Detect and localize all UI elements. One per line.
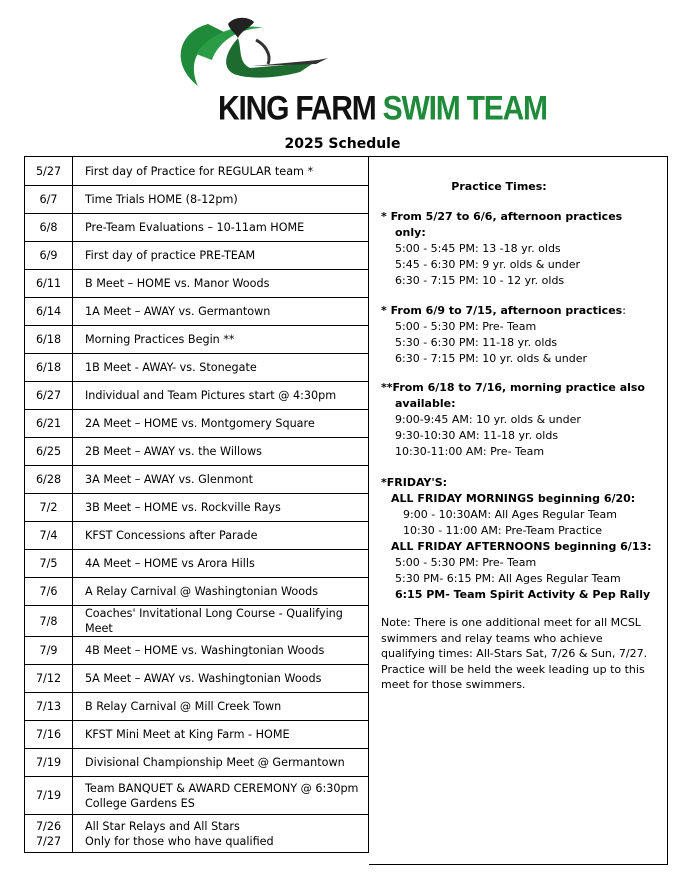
schedule-row [25,693,369,721]
date-text: 7/2 [39,501,58,514]
date-text: 7/12 [35,672,62,685]
schedule-event [73,637,369,665]
date-text: 7/19 [35,756,62,769]
date-text: 6/7 [39,193,58,206]
section-heading: * From 5/27 to 6/6, afternoon practices [381,210,623,223]
practice-line: 5:30 PM- 6:15 PM: All Ages Regular Team [395,572,621,585]
event-text: 2A Meet – HOME vs. Montgomery Square [85,417,315,430]
logo-wordmark [218,89,547,128]
schedule-date [25,466,73,494]
schedule-body [25,157,369,853]
event-text: KFST Concessions after Parade [85,529,258,542]
schedule-event [73,214,369,242]
schedule-row [25,815,369,853]
practice-section-3 [381,380,645,460]
date-text: 7/27 [35,834,62,848]
section-heading: ALL FRIDAY MORNINGS beginning 6/20: [391,492,636,505]
schedule-date [25,298,73,326]
schedule-date [25,354,73,382]
practice-line: 6:30 - 7:15 PM: 10 - 12 yr. olds [395,274,565,287]
section-heading: ALL FRIDAY AFTERNOONS beginning 6/13: [391,540,652,553]
team-logo [168,14,547,128]
section-heading: * From 6/9 to 7/15, afternoon practices [381,304,623,317]
date-text: 6/18 [35,333,62,346]
date-text: 6/21 [35,417,62,430]
date-text: 7/19 [35,789,62,802]
schedule-row [25,270,369,298]
schedule-row [25,242,369,270]
date-text: 7/4 [39,529,58,542]
event-text: B Meet – HOME vs. Manor Woods [85,277,270,290]
schedule-event [73,186,369,214]
practice-line: 5:00 - 5:45 PM: 13 -18 yr. olds [395,242,561,255]
date-text: 6/9 [39,249,58,262]
date-text: 7/8 [39,614,58,628]
schedule-row [25,382,369,410]
practice-line: 5:45 - 6:30 PM: 9 yr. olds & under [395,258,580,271]
practice-line: 6:15 PM- Team Spirit Activity & Pep Rally [395,588,651,601]
event-text: Pre-Team Evaluations – 10-11am HOME [85,221,305,234]
event-text: 1B Meet - AWAY- vs. Stonegate [85,361,257,374]
schedule-event [73,494,369,522]
logo-text-swim-team: SWIM TEAM [382,89,547,128]
event-text: First day of Practice for REGULAR team * [85,164,314,178]
event-text: B Relay Carnival @ Mill Creek Town [85,700,282,713]
schedule-row [25,606,369,637]
logo-text-king-farm: KING FARM [218,89,383,128]
schedule-event [73,606,369,637]
event-text: 4A Meet – HOME vs Arora Hills [85,557,255,570]
schedule-date [25,749,73,777]
event-text: Time Trials HOME (8-12pm) [85,193,238,206]
schedule-date [25,815,73,853]
schedule-row [25,410,369,438]
schedule-date [25,578,73,606]
schedule-row [25,637,369,665]
schedule-event [73,777,369,815]
section-heading: *FRIDAY'S: [381,476,448,489]
schedule-event [73,410,369,438]
event-text: A Relay Carnival @ Washingtonian Woods [85,585,319,598]
schedule-row [25,494,369,522]
schedule-date [25,637,73,665]
event-text: 3B Meet – HOME vs. Rockville Rays [85,501,281,514]
schedule-event [73,749,369,777]
schedule-event [73,466,369,494]
practice-line: 9:00 - 10:30AM: All Ages Regular Team [403,508,617,521]
date-text: 7/5 [39,557,58,570]
schedule-date [25,242,73,270]
schedule-date [25,270,73,298]
schedule-date [25,382,73,410]
event-text: Team BANQUET & AWARD CEREMONY @ 6:30pm [85,781,359,795]
schedule-date [25,522,73,550]
schedule-event [73,550,369,578]
schedule-event [73,326,369,354]
event-text: 1A Meet – AWAY vs. Germantown [85,305,271,318]
schedule-date [25,214,73,242]
schedule-date [25,186,73,214]
schedule-date [25,721,73,749]
schedule-date [25,606,73,637]
schedule-row [25,186,369,214]
event-text: KFST Mini Meet at King Farm - HOME [85,728,290,741]
practice-times-panel [369,156,668,865]
schedule-row [25,522,369,550]
event-text: 4B Meet – HOME vs. Washingtonian Woods [85,644,325,657]
schedule-event [73,354,369,382]
page-title: 2025 Schedule [284,136,401,152]
schedule-table [24,156,369,853]
schedule-row [25,578,369,606]
date-text: 5/27 [35,164,62,178]
schedule-row [25,326,369,354]
event-text: First day of practice PRE-TEAM [85,249,256,262]
schedule-event [73,522,369,550]
schedule-event [73,665,369,693]
schedule-event [73,382,369,410]
date-text: 6/25 [35,445,62,458]
section-heading: only: [395,226,426,239]
practice-line: 9:30-10:30 AM: 11-18 yr. olds [395,429,559,442]
section-heading: available: [395,397,456,410]
date-text: 6/28 [35,473,62,486]
schedule-row [25,354,369,382]
schedule-event [73,815,369,853]
practice-section-1 [381,209,622,289]
event-text: 2B Meet – AWAY vs. the Willows [85,445,262,458]
schedule-row [25,157,369,186]
practice-section-2 [381,303,626,367]
practice-line: 5:00 - 5:30 PM: Pre- Team [395,556,537,569]
schedule-date [25,410,73,438]
event-text: Only for those who have qualified [85,834,274,848]
schedule-date [25,157,73,186]
schedule-date [25,494,73,522]
event-text: Individual and Team Pictures start @ 4:30pm [85,389,337,402]
practice-line: 10:30 - 11:00 AM: Pre-Team Practice [403,524,603,537]
schedule-row [25,466,369,494]
schedule-date [25,438,73,466]
date-text: 6/18 [35,361,62,374]
event-text: 3A Meet – AWAY vs. Glenmont [85,473,254,486]
date-text: 7/16 [35,728,62,741]
schedule-row [25,550,369,578]
schedule-date [25,777,73,815]
date-text: 6/27 [35,389,62,402]
schedule-event [73,578,369,606]
note-paragraph: Note: There is one additional meet for all MCSL swimmers and relay teams who achieve qualifying times: All-Stars Sat, 7/26 & Sun, 7/27. Practice will be held the week leading up to this meet for those swimmers. [381,616,648,691]
schedule-row [25,777,369,815]
practice-title: Practice Times: [451,180,547,193]
schedule-date [25,693,73,721]
practice-line: 5:00 - 5:30 PM: Pre- Team [395,320,537,333]
section-heading-colon: : [622,304,626,317]
schedule-event [73,721,369,749]
schedule-row [25,665,369,693]
schedule-event [73,298,369,326]
section-heading: **From 6/18 to 7/16, morning practice also [381,381,645,394]
event-text: Divisional Championship Meet @ Germantown [85,756,345,769]
schedule-date [25,665,73,693]
schedule-event [73,270,369,298]
schedule-event [73,693,369,721]
schedule-row [25,721,369,749]
schedule-date [25,550,73,578]
friday-section [381,475,652,603]
schedule-row [25,749,369,777]
date-text: 6/8 [39,221,58,234]
date-text: 6/11 [35,277,62,290]
schedule-event [73,438,369,466]
event-text: Morning Practices Begin ** [85,333,235,346]
event-text: All Star Relays and All Stars [85,819,240,833]
practice-line: 10:30-11:00 AM: Pre- Team [395,445,545,458]
date-text: 6/14 [35,305,62,318]
goose-emblem-icon [168,14,498,94]
event-text: College Gardens ES [85,796,195,810]
date-text: 7/9 [39,644,58,657]
event-text: Coaches' Invitational Long Course - Qualifying Meet [85,607,343,635]
schedule-event [73,157,369,186]
practice-line: 5:30 - 6:30 PM: 11-18 yr. olds [395,336,558,349]
schedule-row [25,298,369,326]
practice-line: 9:00-9:45 AM: 10 yr. olds & under [395,413,581,426]
schedule-row [25,214,369,242]
schedule-date [25,326,73,354]
practice-line: 6:30 - 7:15 PM: 10 yr. olds & under [395,352,587,365]
schedule-event [73,242,369,270]
date-text: 7/6 [39,585,58,598]
date-text: 7/13 [35,700,62,713]
date-text: 7/26 [35,819,62,833]
schedule-row [25,438,369,466]
event-text: 5A Meet – AWAY vs. Washingtonian Woods [85,672,322,685]
